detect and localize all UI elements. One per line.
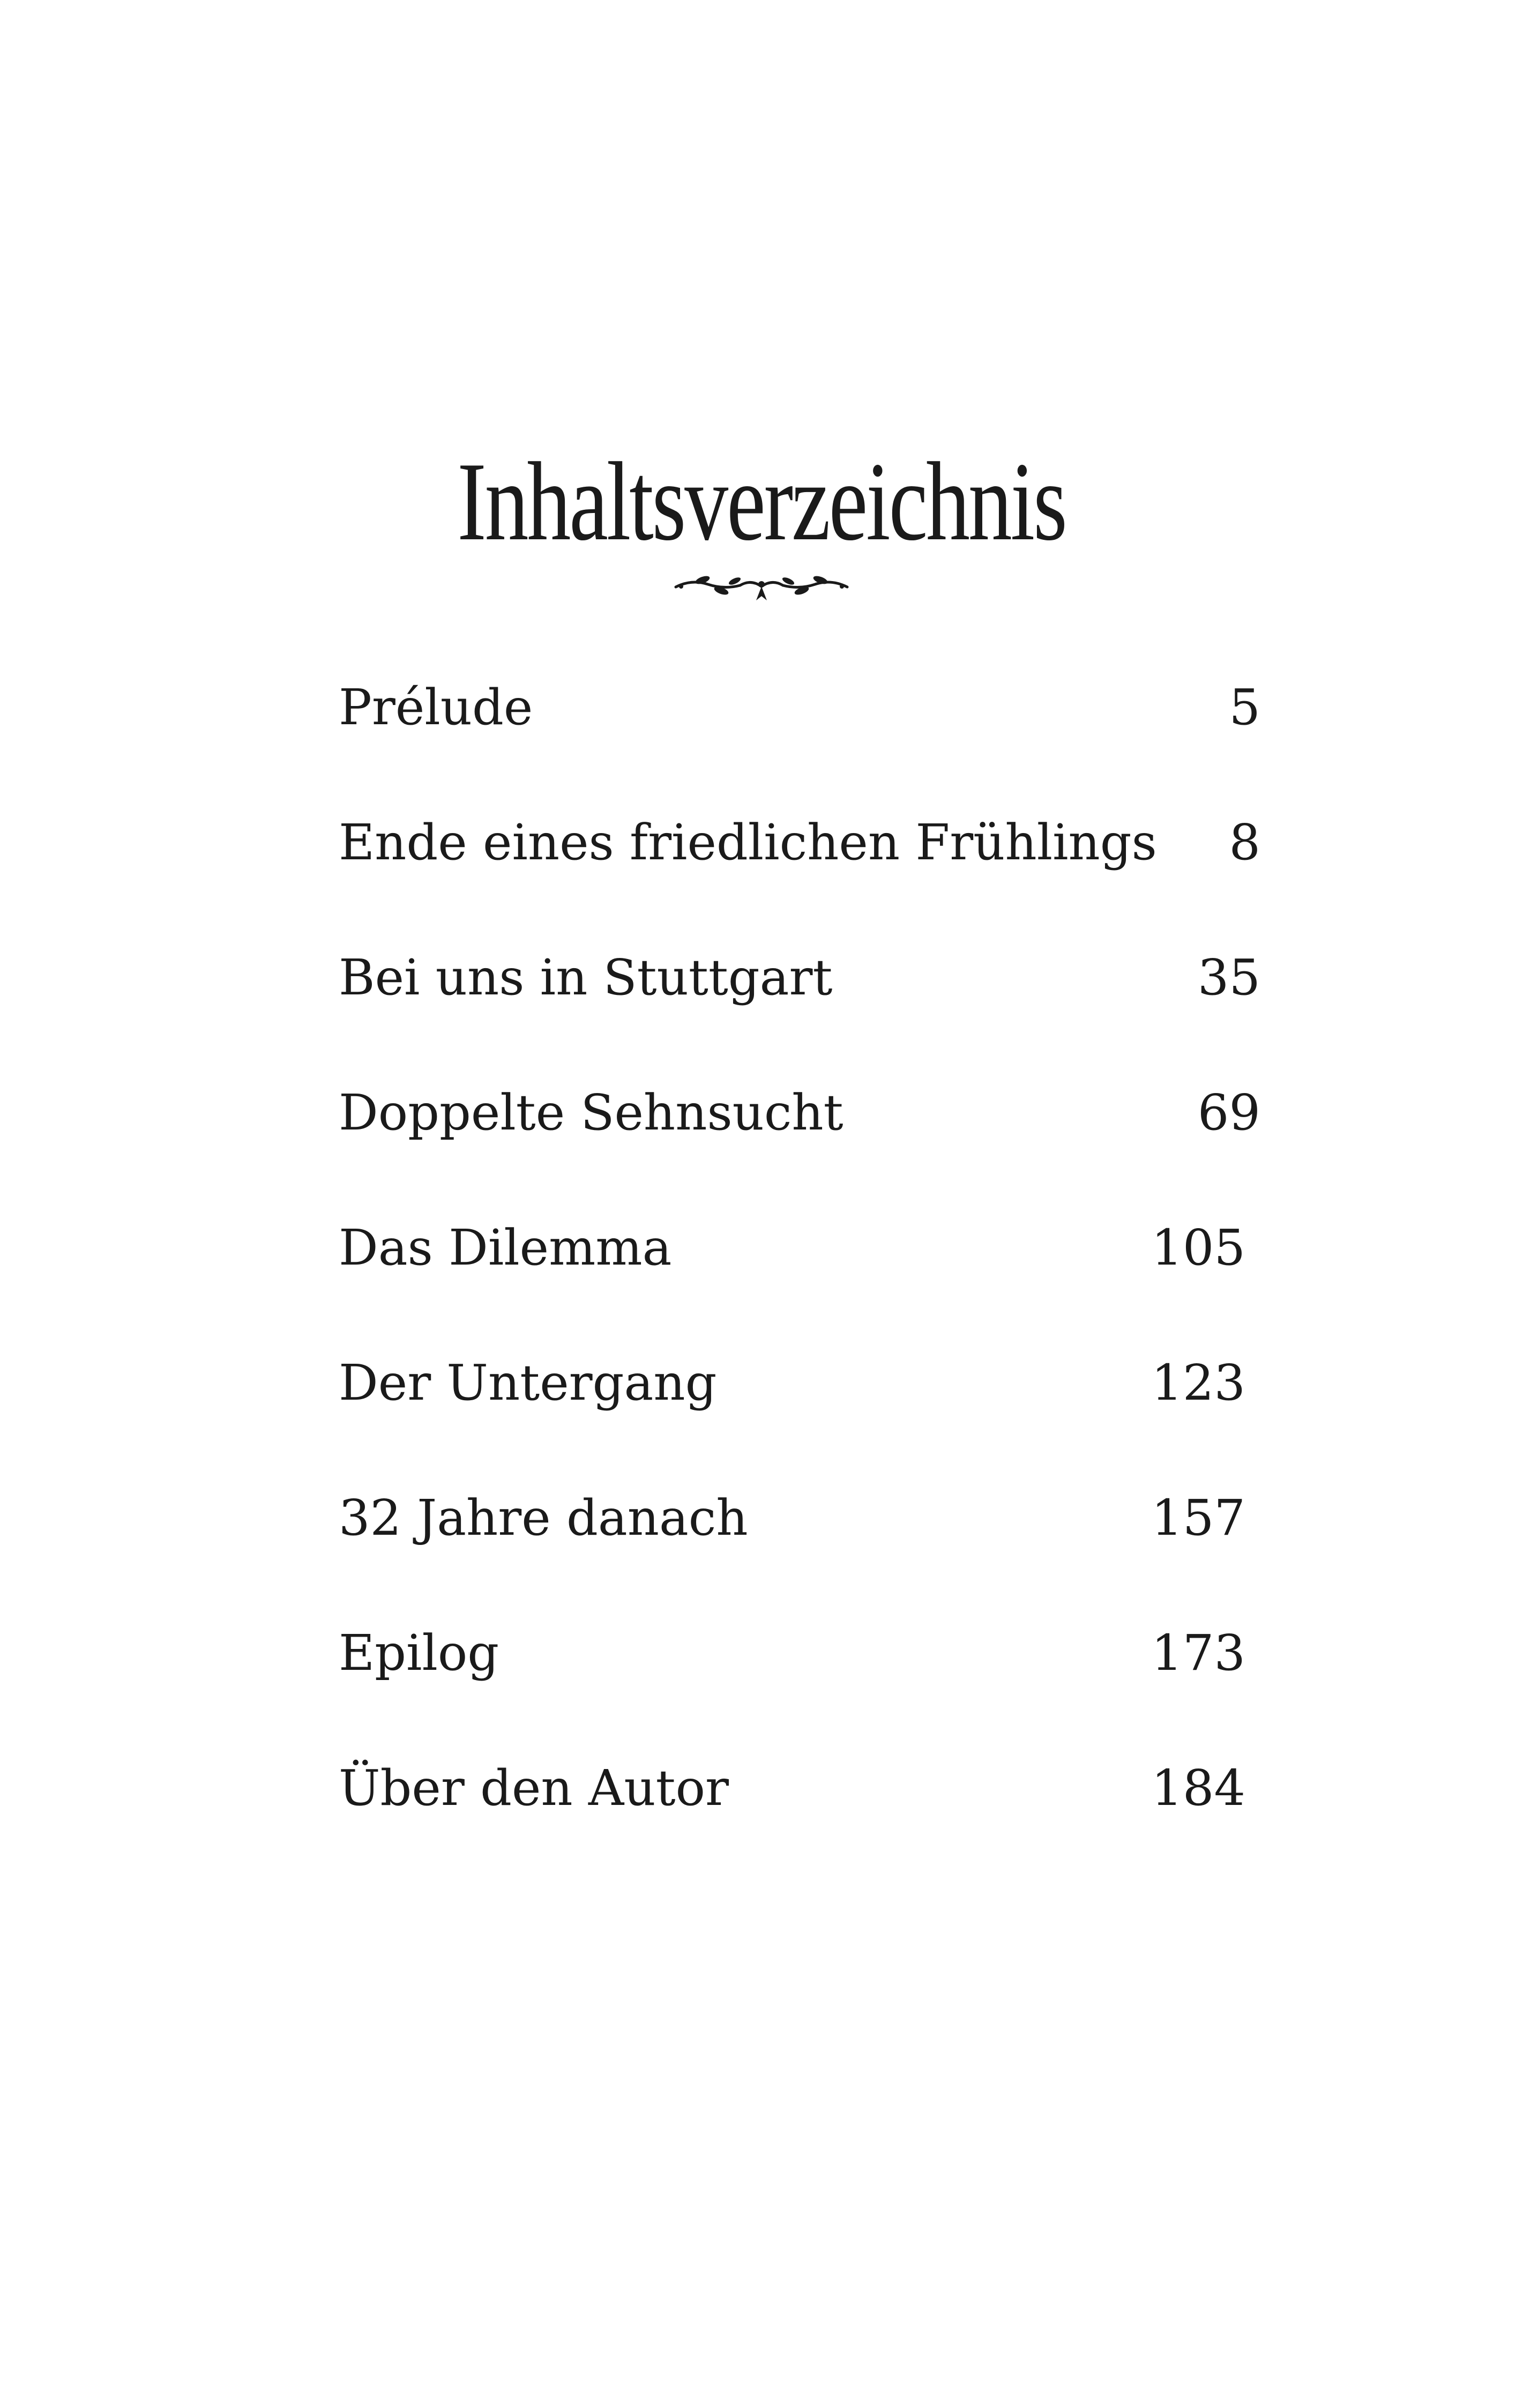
toc-entry [339,670,1260,745]
toc-entry-page: 157 [1151,1489,1245,1547]
toc-entry [339,1210,1260,1285]
toc-entry [339,1481,1260,1556]
toc-entry-title: Doppelte Sehnsucht [339,1084,843,1141]
toc-entry [339,1751,1260,1826]
toc-entry-title: Prélude [339,679,533,736]
toc-entry-title: Der Untergang [339,1354,717,1411]
toc-entry-page: 123 [1151,1354,1245,1411]
toc-entry-page: 5 [1229,679,1260,736]
toc-entry-page: 105 [1151,1219,1245,1276]
toc-entry [339,940,1260,1015]
toc-entry-page: 8 [1229,814,1260,871]
toc-entry-page: 69 [1197,1084,1260,1141]
toc-entry-title: Epilog [339,1624,499,1682]
toc-entry-page: 35 [1197,949,1260,1006]
toc-entry-title: Bei uns in Stuttgart [339,949,833,1006]
toc-entry [339,1346,1260,1421]
floral-divider-icon [670,563,853,611]
page-title: Inhaltsverzeichnis [457,439,1066,564]
toc-entry-title: 32 Jahre danach [339,1489,748,1547]
toc-entry-page: 173 [1151,1624,1245,1682]
toc-entry [339,1616,1260,1691]
toc-entry-page: 184 [1151,1759,1245,1817]
toc-entry-title: Ende eines friedlichen Frühlings [339,814,1157,871]
toc-entry-title: Das Dilemma [339,1219,672,1276]
toc-entry [339,805,1260,880]
toc-entry-title: Über den Autor [339,1759,729,1817]
toc-entry [339,1075,1260,1150]
